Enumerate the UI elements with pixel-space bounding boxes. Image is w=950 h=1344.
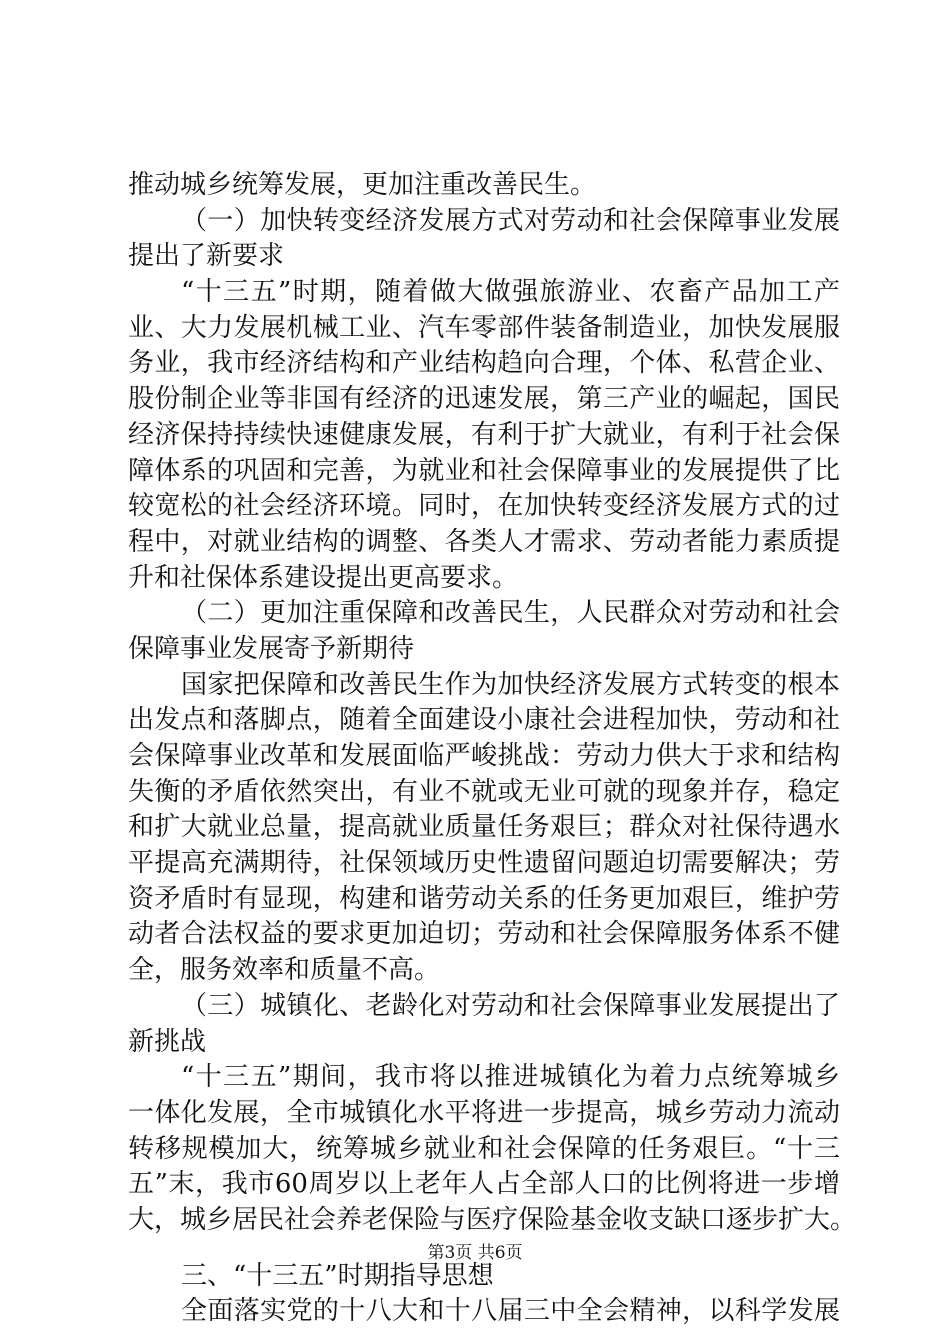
text-line: 提出了新要求 bbox=[128, 241, 285, 272]
text-line: 转移规模加大，统筹城乡就业和社会保障的任务艰巨。“十三 bbox=[128, 1133, 840, 1164]
text-line: 会保障事业改革和发展面临严峻挑战：劳动力供大于求和结构 bbox=[128, 741, 840, 771]
text-line: 一体化发展，全市城镇化水平将进一步提高，城乡劳动力流动 bbox=[128, 1097, 840, 1128]
text-line: 务业，我市经济结构和产业结构趋向合理，个体、私营企业、 bbox=[128, 348, 840, 379]
text-line: “十三五”时期，随着做大做强旅游业、农畜产品加工产 bbox=[181, 277, 840, 308]
text-line: 保障事业发展寄予新期待 bbox=[128, 633, 415, 664]
text-line: 业、大力发展机械工业、汽车零部件装备制造业，加快发展服 bbox=[128, 312, 840, 343]
document-body bbox=[128, 168, 857, 1330]
text-line: 全，服务效率和质量不高。 bbox=[128, 955, 441, 986]
text-line: 出发点和落脚点，随着全面建设小康社会进程加快，劳动和社 bbox=[128, 705, 840, 736]
section-heading: 三、“十三五”时期指导思想 bbox=[181, 1260, 494, 1291]
text-line: 失衡的矛盾依然突出，有业不就或无业可就的现象并存，稳定 bbox=[128, 776, 840, 807]
text-line: 全面落实党的十八大和十八届三中全会精神，以科学发展 bbox=[181, 1296, 840, 1327]
text-line: 资矛盾时有显现，构建和谐劳动关系的任务更加艰巨，维护劳 bbox=[128, 883, 840, 914]
text-line: “十三五”期间，我市将以推进城镇化为着力点统筹城乡 bbox=[181, 1062, 840, 1093]
text-line: 五”末，我市60周岁以上老年人占全部人口的比例将进一步增 bbox=[128, 1169, 840, 1200]
text-line: 动者合法权益的要求更加迫切；劳动和社会保障服务体系不健 bbox=[128, 919, 840, 950]
page-footer: 第3页 共6页 bbox=[427, 1243, 523, 1263]
text-line: 国家把保障和改善民生作为加快经济发展方式转变的根本 bbox=[181, 669, 840, 700]
text-line: 程中，对就业结构的调整、各类人才需求、劳动者能力素质提 bbox=[128, 526, 840, 557]
text-line: 较宽松的社会经济环境。同时，在加快转变经济发展方式的过 bbox=[128, 491, 840, 522]
text-line: （二）更加注重保障和改善民生，人民群众对劳动和社会 bbox=[181, 598, 840, 629]
text-line: （三）城镇化、老龄化对劳动和社会保障事业发展提出了 bbox=[181, 990, 840, 1021]
text-line: 股份制企业等非国有经济的迅速发展，第三产业的崛起，国民 bbox=[128, 384, 840, 415]
text-line: （一）加快转变经济发展方式对劳动和社会保障事业发展 bbox=[181, 205, 840, 236]
text-line: 和扩大就业总量，提高就业质量任务艰巨；群众对社保待遇水 bbox=[128, 812, 840, 843]
text-line: 推动城乡统筹发展，更加注重改善民生。 bbox=[128, 170, 597, 200]
text-line: 经济保持持续快速健康发展，有利于扩大就业，有利于社会保 bbox=[128, 419, 840, 450]
text-line: 障体系的巩固和完善，为就业和社会保障事业的发展提供了比 bbox=[128, 455, 840, 486]
text-line: 新挑战 bbox=[128, 1026, 207, 1057]
text-line: 升和社保体系建设提出更高要求。 bbox=[128, 562, 519, 593]
text-line: 平提高充满期待，社保领域历史性遗留问题迫切需要解决；劳 bbox=[128, 848, 840, 879]
text-line: 大，城乡居民社会养老保险与医疗保险基金收支缺口逐步扩大。 bbox=[128, 1204, 857, 1235]
